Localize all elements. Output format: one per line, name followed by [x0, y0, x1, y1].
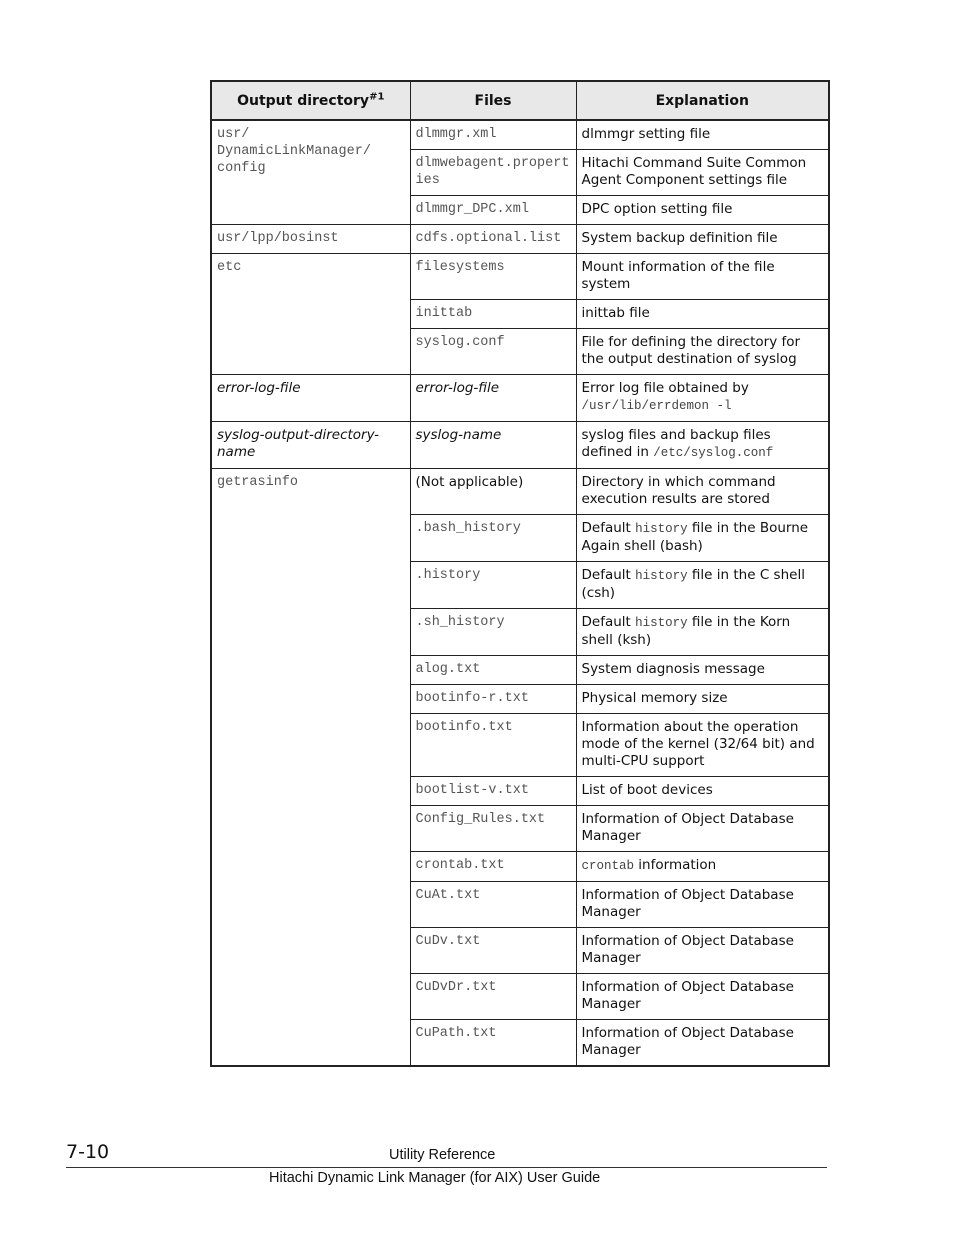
header-explanation: Explanation: [576, 81, 829, 120]
table-body: [211, 120, 829, 1066]
header-files: Files: [410, 81, 576, 120]
header-output-directory-label: Output directory: [237, 92, 370, 109]
explanation-text: DPC option setting file: [581, 201, 733, 217]
page-number: 7-10: [66, 1141, 110, 1163]
explanation-cell: [576, 254, 829, 300]
explanation-cell: [576, 852, 829, 882]
explanation-cell: [576, 928, 829, 974]
file-cell: dlmmgr.xml: [410, 120, 576, 150]
explanation-cell: [576, 1020, 829, 1067]
explanation-cell: [576, 714, 829, 777]
explanation-text: Information of Object Database Manager: [581, 811, 794, 844]
file-cell: crontab.txt: [410, 852, 576, 882]
table-row: [211, 375, 829, 422]
explanation-cell: [576, 120, 829, 150]
file-cell: syslog-name: [410, 422, 576, 469]
output-directory-cell: etc: [211, 254, 410, 375]
output-directory-cell: getrasinfo: [211, 469, 410, 1067]
file-cell: bootlist-v.txt: [410, 777, 576, 806]
file-cell: (Not applicable): [410, 469, 576, 515]
explanation-text: dlmmgr setting file: [581, 126, 711, 142]
explanation-code: history: [635, 616, 688, 630]
explanation-text: Information about the operation mode of the kernel (32/64 bit) and multi-CPU support: [581, 719, 815, 769]
explanation-code: history: [635, 522, 688, 536]
header-output-directory: [211, 81, 410, 120]
file-cell: .sh_history: [410, 609, 576, 656]
file-cell: Config_Rules.txt: [410, 806, 576, 852]
explanation-cell: [576, 806, 829, 852]
output-directory-cell: usr/ DynamicLinkManager/ config: [211, 120, 410, 225]
explanation-text: Default: [581, 520, 636, 536]
explanation-text: syslog files and backup files defined in: [581, 427, 771, 460]
table-header: [211, 81, 829, 120]
explanation-cell: [576, 329, 829, 375]
explanation-text: Default: [581, 567, 636, 583]
file-cell: alog.txt: [410, 656, 576, 685]
file-cell: CuAt.txt: [410, 882, 576, 928]
explanation-cell: [576, 562, 829, 609]
explanation-cell: [576, 422, 829, 469]
explanation-cell: [576, 515, 829, 562]
explanation-text: System backup definition file: [581, 230, 778, 246]
file-cell: inittab: [410, 300, 576, 329]
table-row: [211, 422, 829, 469]
explanation-text: Directory in which command execution results are stored: [581, 474, 776, 507]
explanation-text: System diagnosis message: [581, 661, 765, 677]
table-row: [211, 469, 829, 515]
table-header-row: [211, 81, 829, 120]
explanation-text: Information of Object Database Manager: [581, 887, 794, 920]
header-footnote-marker: #1: [369, 90, 385, 102]
explanation-text: Physical memory size: [581, 690, 728, 706]
explanation-cell: [576, 777, 829, 806]
explanation-text: Information of Object Database Manager: [581, 1025, 794, 1058]
file-cell: CuDv.txt: [410, 928, 576, 974]
explanation-cell: [576, 609, 829, 656]
footer-guide-title: Hitachi Dynamic Link Manager (for AIX) User Guide: [269, 1170, 601, 1186]
file-cell: error-log-file: [410, 375, 576, 422]
table-row: [211, 120, 829, 150]
output-directory-cell: usr/lpp/bosinst: [211, 225, 410, 254]
explanation-text: file in the Bourne Again shell (bash): [581, 520, 809, 554]
explanation-cell: [576, 974, 829, 1020]
explanation-text: Information of Object Database Manager: [581, 933, 794, 966]
explanation-cell: [576, 685, 829, 714]
explanation-text: File for defining the directory for the output destination of syslog: [581, 334, 801, 367]
explanation-text: List of boot devices: [581, 782, 713, 798]
output-directory-cell: error-log-file: [211, 375, 410, 422]
explanation-text: file in the Korn shell (ksh): [581, 614, 791, 648]
explanation-text: Information of Object Database Manager: [581, 979, 794, 1012]
explanation-cell: [576, 300, 829, 329]
explanation-code: crontab: [581, 859, 635, 873]
footer-section-title: Utility Reference: [389, 1147, 496, 1163]
explanation-text: Default: [581, 614, 636, 630]
explanation-cell: [576, 882, 829, 928]
file-cell: bootinfo-r.txt: [410, 685, 576, 714]
explanation-cell: [576, 469, 829, 515]
explanation-cell: [576, 375, 829, 422]
file-cell: dlmmgr_DPC.xml: [410, 196, 576, 225]
explanation-cell: [576, 196, 829, 225]
output-files-table: [210, 80, 830, 1067]
file-cell: dlmwebagent.properties: [410, 150, 576, 196]
file-cell: CuDvDr.txt: [410, 974, 576, 1020]
footer-divider: [66, 1167, 827, 1168]
explanation-text: Hitachi Command Suite Common Agent Component settings file: [581, 155, 807, 188]
file-cell: bootinfo.txt: [410, 714, 576, 777]
explanation-cell: [576, 225, 829, 254]
file-cell: syslog.conf: [410, 329, 576, 375]
file-cell: .history: [410, 562, 576, 609]
explanation-code: /usr/lib/errdemon -l: [581, 399, 732, 413]
file-cell: CuPath.txt: [410, 1020, 576, 1067]
explanation-text: Error log file obtained by: [581, 380, 749, 396]
explanation-cell: [576, 150, 829, 196]
explanation-code: /etc/syslog.conf: [653, 446, 774, 460]
table-row: [211, 254, 829, 300]
output-directory-cell: syslog-output-directory-name: [211, 422, 410, 469]
explanation-text: inittab file: [581, 305, 650, 321]
file-cell: .bash_history: [410, 515, 576, 562]
explanation-text: file in the C shell (csh): [581, 567, 805, 601]
file-cell: filesystems: [410, 254, 576, 300]
explanation-code: history: [635, 569, 688, 583]
table-row: [211, 225, 829, 254]
explanation-text: Mount information of the file system: [581, 259, 775, 292]
explanation-text: information: [634, 857, 717, 873]
explanation-cell: [576, 656, 829, 685]
file-cell: cdfs.optional.list: [410, 225, 576, 254]
